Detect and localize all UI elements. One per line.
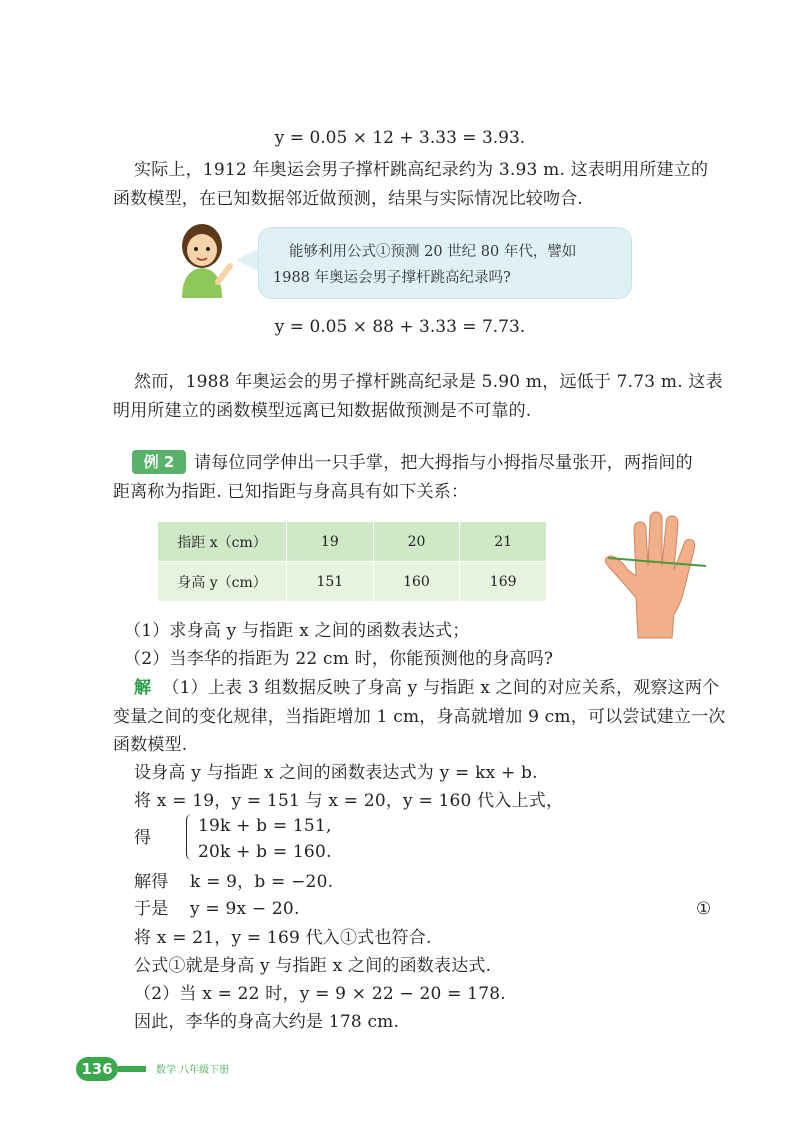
example-line-1: 请每位同学伸出一只手掌，把大拇指与小拇指尽量张开，两指间的 <box>194 453 693 473</box>
table-cell: 身高 y（cm） <box>158 562 287 602</box>
equation-system-brace <box>186 814 195 860</box>
solution-line-8: （2）当 x = 22 时，y = 9 × 22 − 20 = 178. <box>134 984 506 1004</box>
de-label: 得 <box>134 828 152 848</box>
speech-bubble-tail <box>236 248 260 272</box>
equation-2: y = 0.05 × 88 + 3.33 = 7.73. <box>274 317 526 337</box>
table-row <box>158 522 547 562</box>
yushi-label: 于是 <box>134 899 169 919</box>
solution-line-6: 将 x = 21，y = 169 代入①式也符合. <box>134 928 432 948</box>
footer-book-title: 数学 八年级下册 <box>156 1065 230 1076</box>
table-cell: 19 <box>287 522 374 562</box>
table-row <box>158 562 547 602</box>
system-equation-1: 19k + b = 151, <box>198 816 332 836</box>
table-cell: 21 <box>460 522 547 562</box>
table-cell: 169 <box>460 562 547 602</box>
data-table <box>157 521 547 602</box>
table-cell: 151 <box>287 562 374 602</box>
hand-span-icon <box>598 510 718 640</box>
paragraph-2-line-2: 明用所建立的函数模型远离已知数据做预测是不可靠的. <box>113 401 532 421</box>
table-cell: 指距 x（cm） <box>158 522 287 562</box>
solved-values: k = 9，b = −20. <box>190 872 334 892</box>
question-2: （2）当李华的指距为 22 cm 时，你能预测他的身高吗? <box>124 649 554 669</box>
solution-line-7: 公式①就是身高 y 与指距 x 之间的函数表达式. <box>134 956 492 976</box>
equation-marker: ① <box>696 899 712 919</box>
example-line-2: 距离称为指距. 已知指距与身高具有如下关系： <box>113 482 469 502</box>
solution-line-5: 将 x = 19，y = 151 与 x = 20，y = 160 代入上式， <box>134 791 564 811</box>
question-1: （1）求身高 y 与指距 x 之间的函数表达式； <box>124 621 470 641</box>
student-cartoon-icon <box>168 218 238 298</box>
page-number: 136 <box>76 1057 118 1081</box>
solved-label: 解得 <box>134 872 169 892</box>
speech-bubble <box>258 227 632 299</box>
bubble-line-1: 能够利用公式①预测 20 世纪 80 年代，譬如 <box>289 244 577 260</box>
paragraph-1-line-2: 函数模型，在已知数据邻近做预测，结果与实际情况比较吻合. <box>113 189 584 209</box>
system-equation-2: 20k + b = 160. <box>198 842 332 862</box>
equation-1: y = 0.05 × 12 + 3.33 = 3.93. <box>274 128 526 148</box>
solution-line-3: 函数模型. <box>113 735 188 755</box>
example-badge: 例 2 <box>132 450 186 474</box>
bubble-line-2: 1988 年奥运会男子撑杆跳高纪录吗? <box>273 270 511 286</box>
table-cell: 20 <box>373 522 460 562</box>
result-equation: y = 9x − 20. <box>190 899 300 919</box>
paragraph-2-line-1: 然而，1988 年奥运会的男子撑杆跳高纪录是 5.90 m，远低于 7.73 m. 这表 <box>134 372 723 392</box>
solution-line-1 <box>134 676 719 700</box>
solution-line-9: 因此，李华的身高大约是 178 cm. <box>134 1012 400 1032</box>
table-cell: 160 <box>373 562 460 602</box>
paragraph-1-line-1: 实际上，1912 年奥运会男子撑杆跳高纪录约为 3.93 m. 这表明用所建立的 <box>134 160 709 180</box>
page-number-bar <box>118 1066 146 1072</box>
solution-line-1-text: （1）上表 3 组数据反映了身高 y 与指距 x 之间的对应关系，观察这两个 <box>162 678 720 698</box>
solution-line-4: 设身高 y 与指距 x 之间的函数表达式为 y = kx + b. <box>134 763 538 783</box>
solution-label: 解 <box>134 678 152 698</box>
solution-line-2: 变量之间的变化规律，当指距增加 1 cm，身高就增加 9 cm，可以尝试建立一次 <box>113 707 726 727</box>
